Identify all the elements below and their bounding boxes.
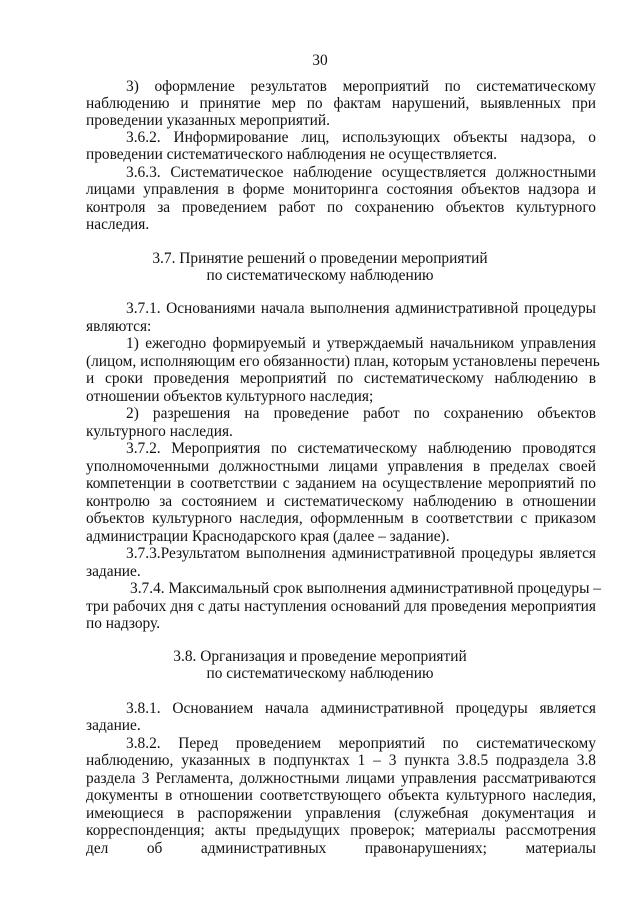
text-line: (лицом, исполняющим его обязанности) план, которым установлены перечень [86,353,600,370]
text-line: лицами управления в форме мониторинга состояния объектов надзора и [86,181,596,198]
text-line: 3.7.4. Максимальный срок выполнения административной процедуры – [130,580,601,597]
text-line: контролю за состоянием и систематическому наблюдению в отношении [86,493,596,510]
text-line: дел об административных правонарушениях; материалы [86,840,596,857]
text-line: задание. [86,717,141,734]
text-line: 3.6.3. Систематическое наблюдение осуществляется должностными [126,164,596,181]
text-line: документы в отношении соответствующего объекта культурного наследия, [86,787,596,804]
text-line: 3) оформление результатов мероприятий по систематическому [126,78,596,95]
section-heading: по систематическому наблюдению [206,665,434,682]
text-line: 1) ежегодно формируемый и утверждаемый начальником управления [126,335,596,352]
text-line: культурного наследия. [86,423,233,440]
text-line: наследия. [86,216,150,233]
text-line: наблюдению и принятие мер по фактам нарушений, выявленных при [86,95,596,112]
text-line: 3.7.3.Результатом выполнения административной процедуры является [126,545,596,562]
text-line: объектов культурного наследия, оформленным в соответствии с приказом [86,510,596,527]
text-line: и сроки проведения мероприятий по систематическому наблюдению в [86,370,596,387]
section-heading: 3.8. Организация и проведение мероприятий [173,648,467,665]
section-heading: 3.7. Принятие решений о проведении мероприятий [152,250,488,267]
text-line: проведении систематического наблюдения не осуществляется. [86,146,498,163]
text-line: задание. [86,563,141,580]
text-line: три рабочих дня с даты наступления оснований для проведения мероприятия [86,598,596,615]
section-heading: по систематическому наблюдению [206,267,434,284]
text-line: 3.7.1. Основаниями начала выполнения административной процедуры [126,300,596,317]
text-line: уполномоченными должностными лицами управления в пределах своей [86,458,596,475]
text-line: корреспонденция; акты предыдущих проверок; материалы рассмотрения [86,822,596,839]
text-line: наблюдению, указанных в подпунктах 1 – 3 пункта 3.8.5 подраздела 3.8 [86,752,596,769]
text-line: по надзору. [86,615,161,632]
text-line: являются: [86,318,152,335]
text-line: имеющиеся в распоряжении управления (служебная документация и [86,805,596,822]
text-line: 3.8.1. Основанием начала административной процедуры является [126,700,596,717]
text-line: проведении указанных мероприятий. [86,112,330,129]
page-number: 30 [312,52,328,69]
text-line: администрации Краснодарского края (далее – задание). [86,528,450,545]
text-line: отношении объектов культурного наследия; [86,388,374,405]
text-line: раздела 3 Регламента, должностными лицами управления рассматриваются [86,770,596,787]
text-line: компетенции в соответствии с заданием на осуществление мероприятий по [86,475,596,492]
text-line: 3.6.2. Информирование лиц, использующих объекты надзора, о [126,129,596,146]
text-line: 3.7.2. Мероприятия по систематическому наблюдению проводятся [126,440,596,457]
text-line: контроля за проведением работ по сохранению объектов культурного [86,199,596,216]
text-line: 2) разрешения на проведение работ по сохранению объектов [126,405,596,422]
text-line: 3.8.2. Перед проведением мероприятий по систематическому [126,735,596,752]
